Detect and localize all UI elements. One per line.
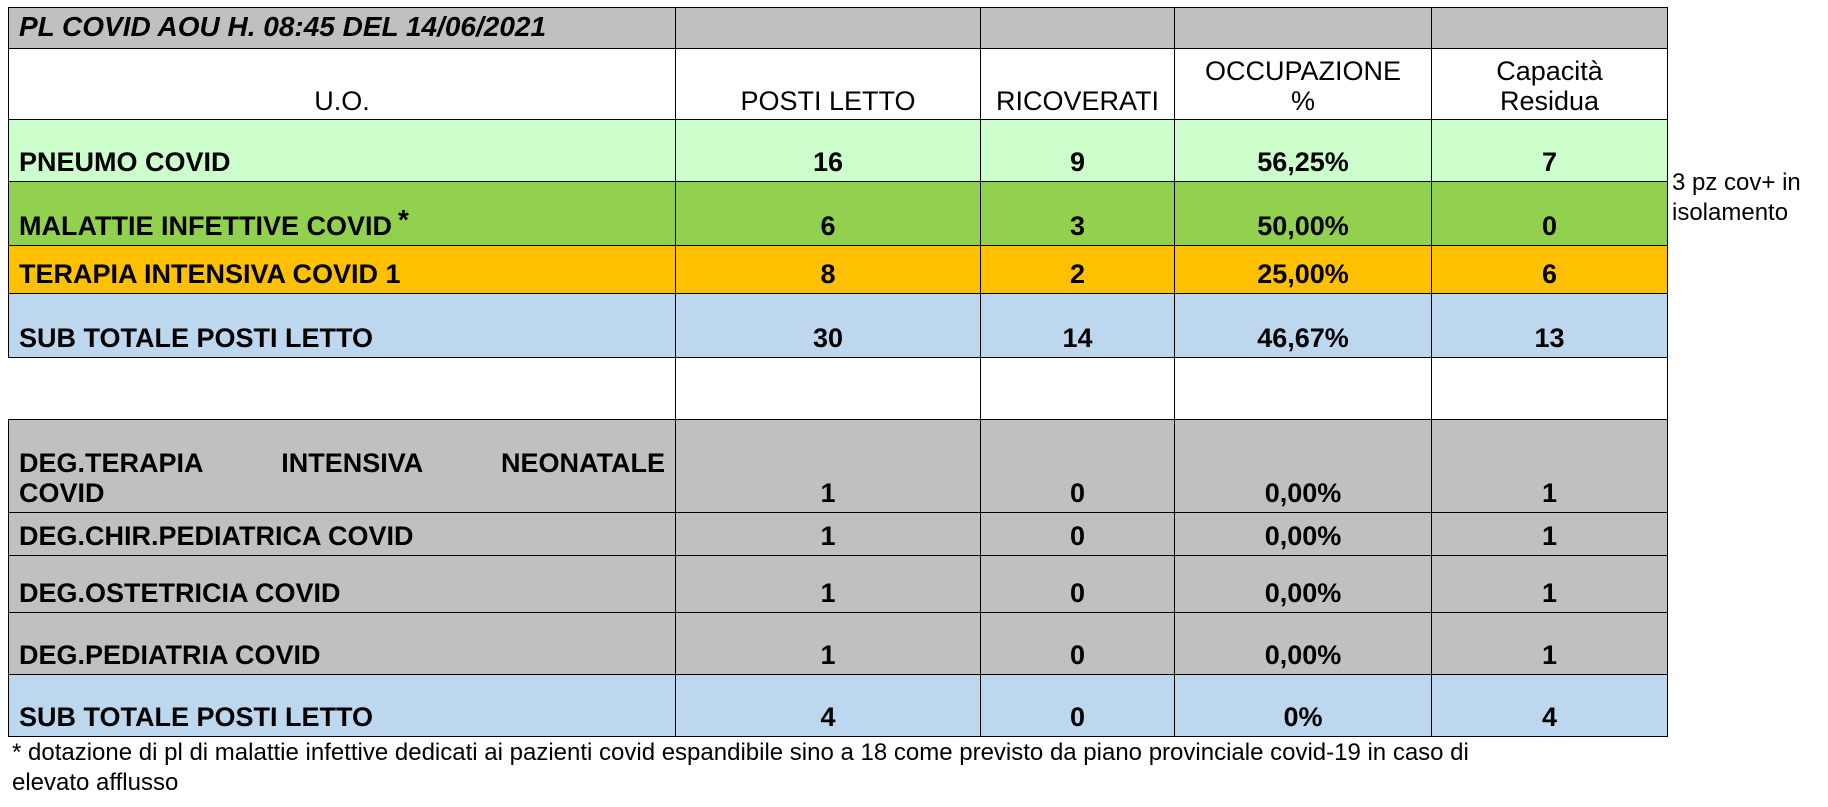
ricoverati-cell: 0 [981,420,1175,513]
capacita-cell: 1 [1432,513,1668,556]
covid-beds-table [8,7,1668,737]
table-row [9,182,1668,246]
row-label: SUB TOTALE POSTI LETTO [9,675,676,737]
ricoverati-cell: 9 [981,120,1175,182]
empty-cell [1175,8,1432,49]
table-row [9,120,1668,182]
empty-cell [9,358,676,420]
occupazione-cell: 46,67% [1175,294,1432,358]
subtotal-row [9,294,1668,358]
header-occupazione [1175,49,1432,120]
header-occupazione-line2: % [1290,86,1315,116]
posti-letto-cell: 1 [676,420,981,513]
occupazione-cell: 0,00% [1175,420,1432,513]
empty-cell [981,358,1175,420]
header-capacita-line2: Residua [1499,86,1600,116]
ricoverati-cell: 2 [981,246,1175,294]
capacita-cell: 7 [1432,120,1668,182]
capacita-cell: 0 [1432,182,1668,246]
header-capacita [1432,49,1668,120]
header-capacita-line1: Capacità [1496,56,1603,86]
empty-cell [1432,358,1668,420]
row-label-cell [9,420,676,513]
ricoverati-cell: 0 [981,556,1175,613]
header-uo: U.O. [9,49,676,120]
occupazione-cell: 0,00% [1175,513,1432,556]
header-row [9,49,1668,120]
row-label: SUB TOTALE POSTI LETTO [9,294,676,358]
row-label: MALATTIE INFETTIVE COVID [19,211,392,241]
posti-letto-cell: 6 [676,182,981,246]
posti-letto-cell: 4 [676,675,981,737]
isolation-note-line1: 3 pz cov+ in [1672,169,1801,196]
footnote [12,738,1712,798]
posti-letto-cell: 1 [676,556,981,613]
row-label: DEG.CHIR.PEDIATRICA COVID [9,513,676,556]
posti-letto-cell: 8 [676,246,981,294]
row-label: PNEUMO COVID [9,120,676,182]
row-label-cell [9,182,676,246]
capacita-cell: 1 [1432,420,1668,513]
header-posti-letto: POSTI LETTO [676,49,981,120]
posti-letto-cell: 16 [676,120,981,182]
row-label-line2: COVID [19,478,105,508]
occupazione-cell: 50,00% [1175,182,1432,246]
footnote-line2: elevato afflusso [12,769,179,796]
posti-letto-cell: 1 [676,513,981,556]
row-label: TERAPIA INTENSIVA COVID 1 [9,246,676,294]
spacer-row [9,358,1668,420]
occupazione-cell: 0,00% [1175,613,1432,675]
capacita-cell: 1 [1432,613,1668,675]
table-row [9,246,1668,294]
ricoverati-cell: 0 [981,675,1175,737]
footnote-line1: * dotazione di pl di malattie infettive dedicati ai pazienti covid espandibile sino a 18 come previsto da piano provinciale covid-19 in caso di [12,739,1469,766]
isolation-note [1672,168,1801,228]
ricoverati-cell: 0 [981,513,1175,556]
table-row [9,513,1668,556]
row-label: DEG.PEDIATRIA COVID [9,613,676,675]
posti-letto-cell: 1 [676,613,981,675]
row-label: DEG.OSTETRICIA COVID [9,556,676,613]
table-row [9,420,1668,513]
table-row [9,613,1668,675]
ricoverati-cell: 14 [981,294,1175,358]
title-row [9,8,1668,49]
ricoverati-cell: 0 [981,613,1175,675]
empty-cell [1432,8,1668,49]
empty-cell [676,358,981,420]
row-label-line1: DEG.TERAPIA INTENSIVA NEONATALE [19,448,665,478]
occupazione-cell: 0% [1175,675,1432,737]
posti-letto-cell: 30 [676,294,981,358]
table-title: PL COVID AOU H. 08:45 DEL 14/06/2021 [9,8,676,49]
ricoverati-cell: 3 [981,182,1175,246]
capacita-cell: 6 [1432,246,1668,294]
empty-cell [1175,358,1432,420]
empty-cell [676,8,981,49]
header-ricoverati: RICOVERATI [981,49,1175,120]
empty-cell [981,8,1175,49]
capacita-cell: 4 [1432,675,1668,737]
isolation-note-line2: isolamento [1672,199,1789,226]
footnote-marker: * [398,204,409,235]
capacita-cell: 13 [1432,294,1668,358]
header-occupazione-line1: OCCUPAZIONE [1204,56,1401,86]
occupazione-cell: 0,00% [1175,556,1432,613]
occupazione-cell: 25,00% [1175,246,1432,294]
capacita-cell: 1 [1432,556,1668,613]
occupazione-cell: 56,25% [1175,120,1432,182]
subtotal-row [9,675,1668,737]
table-row [9,556,1668,613]
